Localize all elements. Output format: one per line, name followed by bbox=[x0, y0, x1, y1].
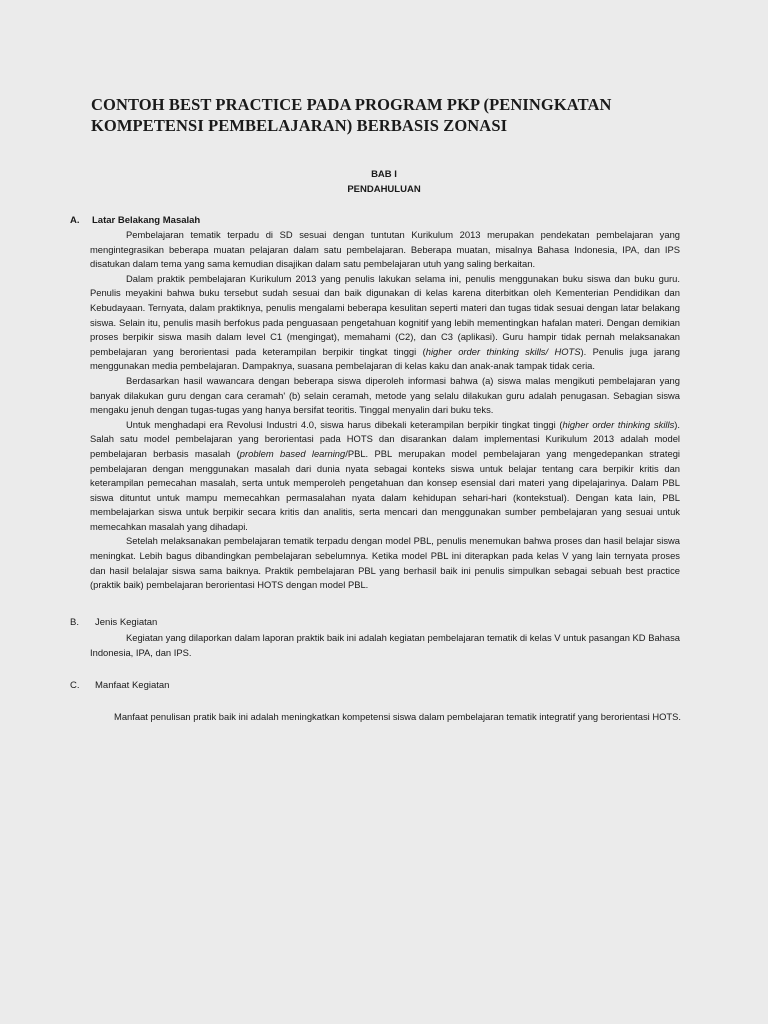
section-a-paragraph-4: Untuk menghadapi era Revolusi Industri 4.0, siswa harus dibekali keterampilan berpikir tingkat tinggi (higher order thinking skills). Salah satu model pembelajaran yang berorientasi pada HOTS dan disarankan dalam implementasi Kurikulum 2013 adalah model pembelajaran berbasis masalah (problem based learning/PBL. PBL merupakan model pembelajaran yang mengedepankan strategi pembelajaran dengan menggunakan masalah dari dunia nyata sebagai konteks siswa untuk belajar tentang cara berpikir kritis dan keterampilan pemecahan masalah, serta untuk memperoleh pengetahuan dan konsep esensial dari materi yang dipelajarinya. Dalam PBL siswa dituntut untuk mampu memecahkan permasalahan nyata dalam kehidupan sehari-hari (kontekstual). Dengan kata lain, PBL membelajarkan siswa untuk berpikir secara kritis dan analitis, serta mencari dan menggunakan sumber pembelajaran yang sesuai untuk memecahkan masalah yang dihadapi. bbox=[90, 418, 681, 532]
section-a-paragraph-3: Berdasarkan hasil wawancara dengan beberapa siswa diperoleh informasi bahwa (a) siswa malas mengikuti pembelajaran yang banyak dilakukan guru dengan cara ceramah' (b) selain ceramah, metode yang selalu dilakukan guru adalah penugasan. Sebagian siswa mengaku jenuh dengan tugas-tugas yang hanya bersifat teoritis. Tinggal menyalin dari buku teks. bbox=[90, 374, 680, 416]
section-c-paragraph-1: Manfaat penulisan pratik baik ini adalah meningkatkan kompetensi siswa dalam pembelajaran tematik integratif yang berorientasi HOTS. bbox=[114, 711, 681, 722]
section-a-paragraph-1: Pembelajaran tematik terpadu di SD sesuai dengan tuntutan Kurikulum 2013 merupakan pendekatan pembelajaran yang mengintegrasikan beberapa muatan pelajaran dalam satu pembelajaran. Beberapa muatan, misalnya Bahasa Indonesia, IPA, dan IPS disatukan dalam tema yang sama kemudian disajikan dalam satu pembelajaran utuh yang saling berkaitan. bbox=[90, 229, 680, 270]
section-c-title: Manfaat Kegiatan bbox=[95, 680, 170, 691]
section-a-paragraph-2: Dalam praktik pembelajaran Kurikulum 2013 yang penulis lakukan selama ini, penulis menggunakan buku siswa dan buku guru. Penulis meyakini bahwa buku tersebut sudah sesuai dan baik digunakan di kelas karena diterbitkan oleh Kementerian Pendidikan dan Kebudayaan. Ternyata, dalam praktiknya, penulis mengalami beberapa kesulitan seperti materi dan tugas tidak sesuai dengan latar belakang siswa. Selain itu, penulis masih berfokus pada penguasaan pengetahuan kognitif yang lebih mementingkan hafalan materi. Dengan demikian proses berpikir siswa masih dalam level C1 (mengingat), memahami (C2), dan C3 (aplikasi). Guru hampir tidak pernah melaksanakan pembelajaran yang berorientasi pada keterampilan berpikir tingkat tinggi (higher order thinking skills/ HOTS). Penulis juga jarang menggunakan media pembelajaran. Dampaknya, suasana pembelajaran di kelas kaku dan anak-anak tampak tidak ceria. bbox=[90, 272, 680, 372]
section-b-letter: B. bbox=[70, 617, 79, 628]
title-line-2: KOMPETENSI PEMBELAJARAN) BERBASIS ZONASI bbox=[91, 116, 508, 135]
title-line-1: CONTOH BEST PRACTICE PADA PROGRAM PKP (PENINGKATAN bbox=[91, 95, 612, 114]
section-b-title: Jenis Kegiatan bbox=[95, 617, 158, 628]
section-c-letter: C. bbox=[70, 680, 80, 691]
section-a-body bbox=[90, 228, 680, 593]
section-b-body bbox=[90, 631, 680, 660]
chapter-title: PENDAHULUAN bbox=[347, 184, 421, 195]
chapter-label: BAB I bbox=[371, 169, 397, 180]
section-b-paragraph-1: Kegiatan yang dilaporkan dalam laporan praktik baik ini adalah kegiatan pembelajaran tematik di kelas V untuk pasangan KD Bahasa Indonesia, IPA, dan IPS. bbox=[90, 632, 680, 658]
section-a-letter: A. bbox=[70, 215, 80, 226]
document-title bbox=[91, 94, 691, 136]
section-a-paragraph-5: Setelah melaksanakan pembelajaran tematik terpadu dengan model PBL, penulis menemukan bahwa proses dan hasil belajar siswa meningkat. Lebih bagus dibandingkan pembelajaran sebelumnya. Ketika model PBL ini diterapkan pada kelas V yang lain ternyata proses dan hasil belalajar siswa sama baiknya. Praktik pembelajaran PBL yang berhasil baik ini penulis simpulkan sebagai sebuah best practice (praktik baik) pembelajaran berorientasi HOTS dengan model PBL. bbox=[90, 535, 680, 591]
section-a-title: Latar Belakang Masalah bbox=[92, 215, 201, 226]
